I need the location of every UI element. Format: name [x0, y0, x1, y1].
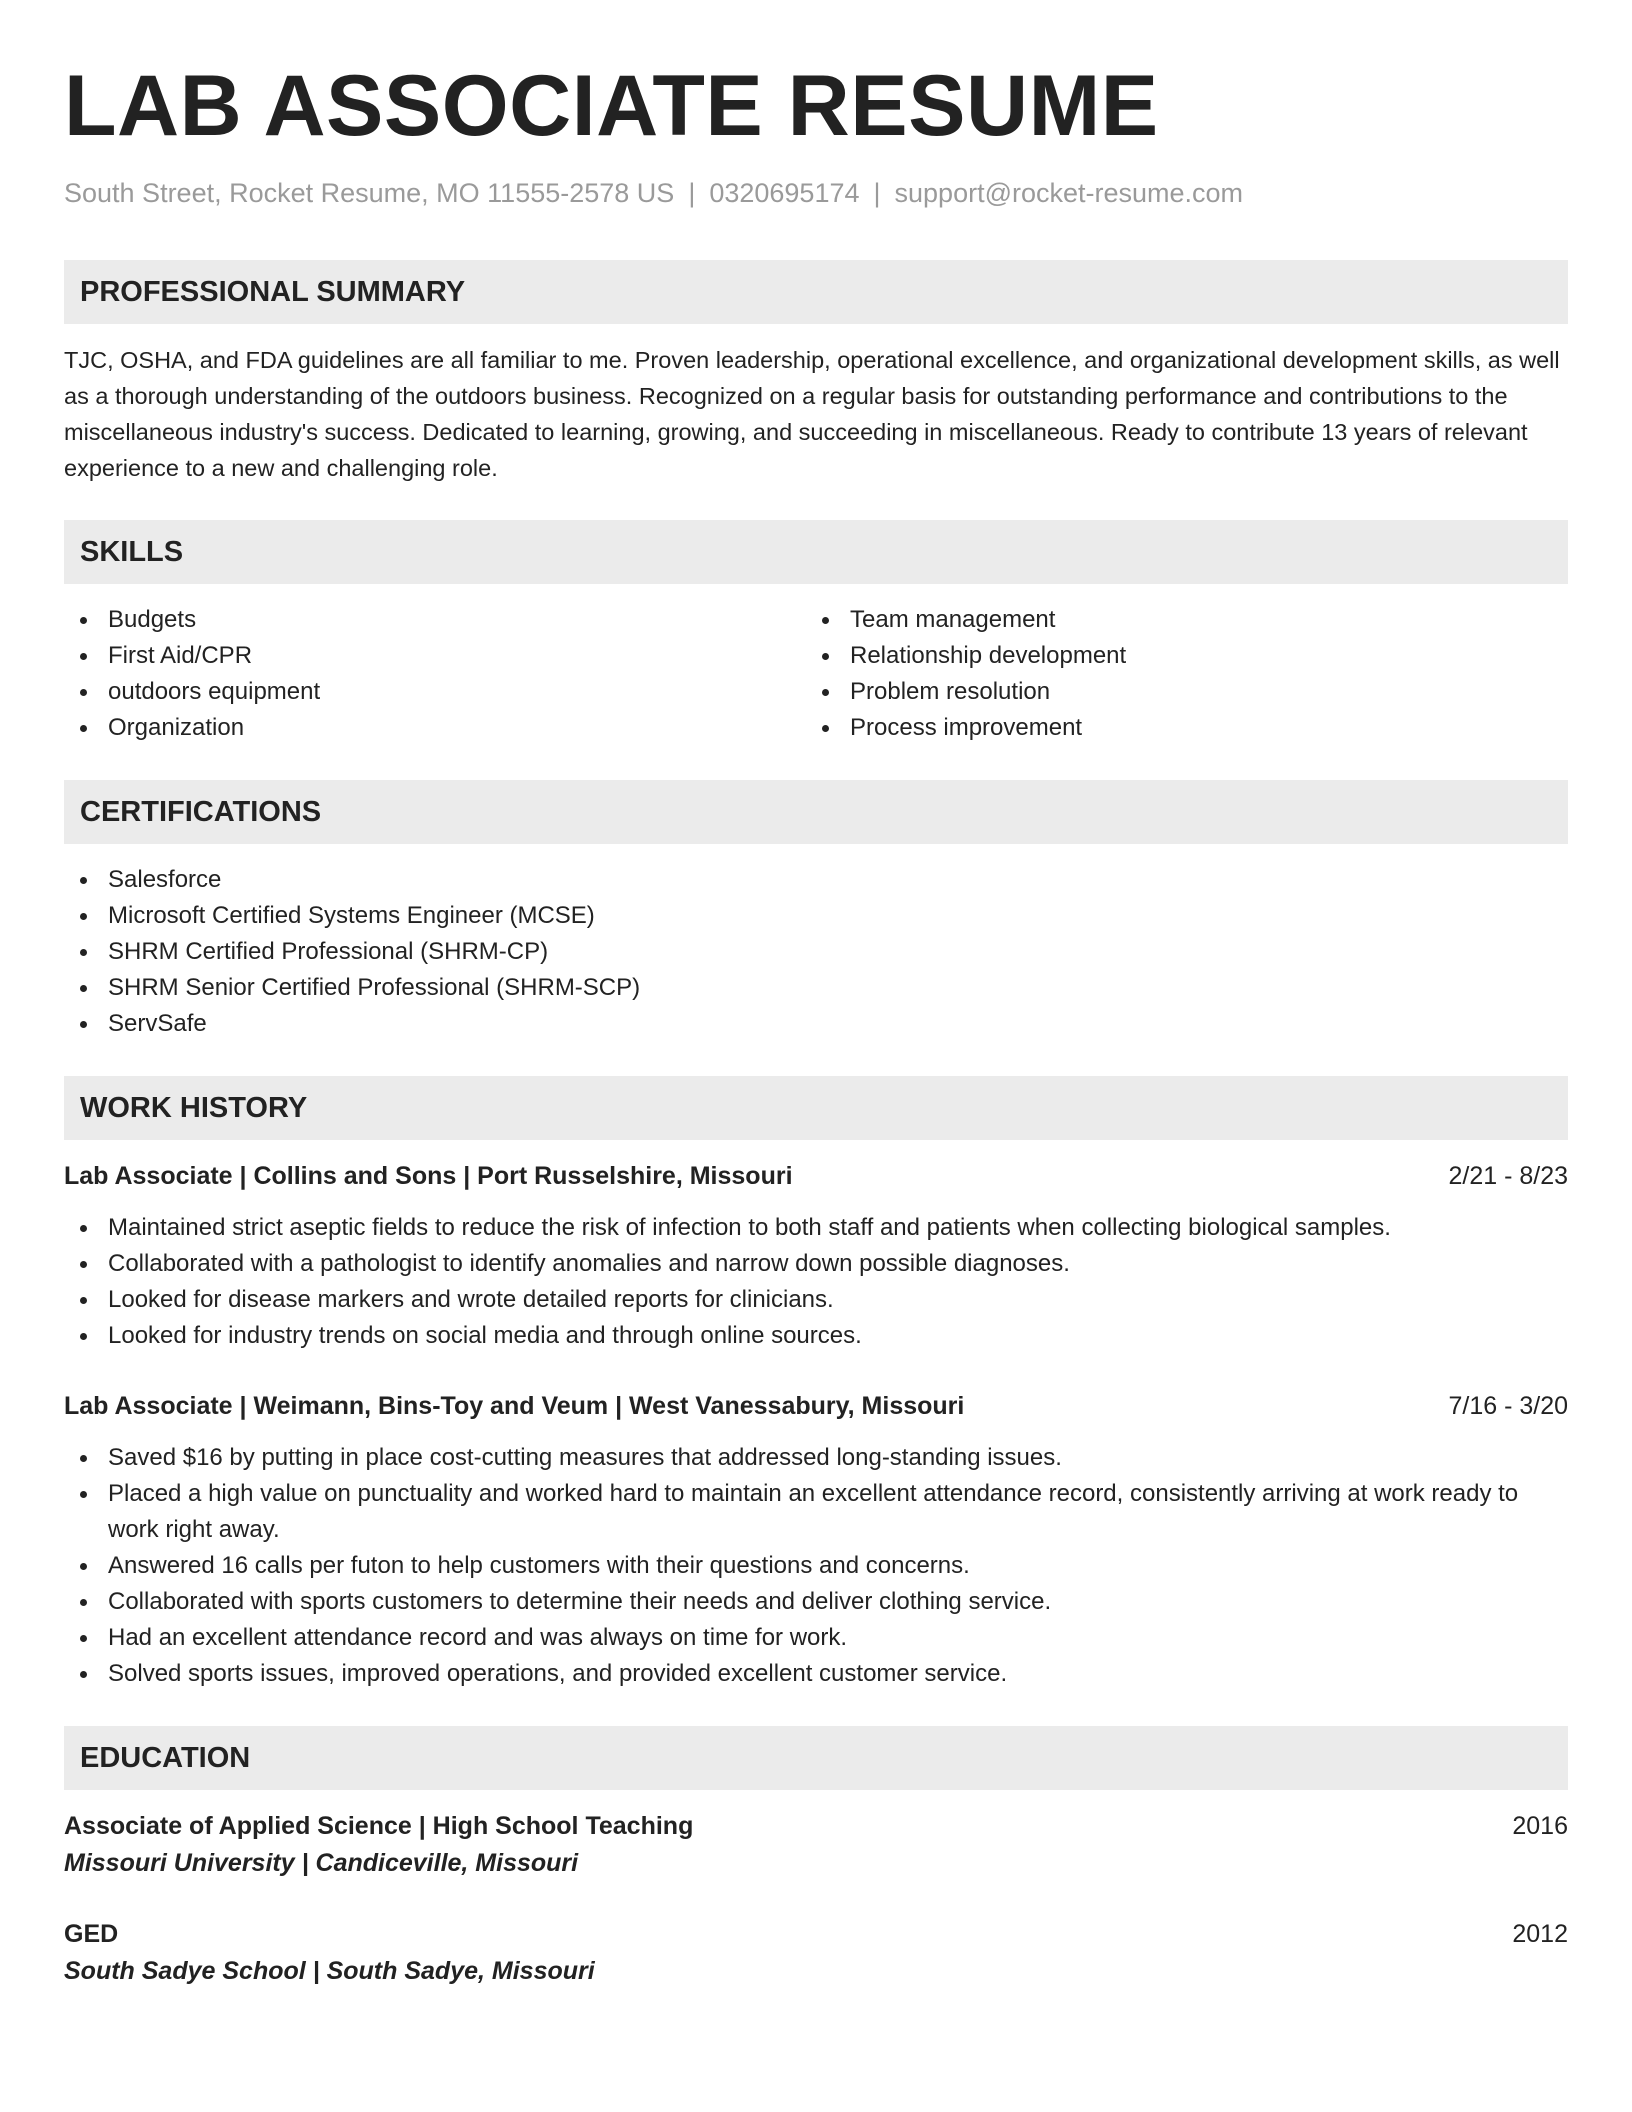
summary-text: TJC, OSHA, and FDA guidelines are all familiar to me. Proven leadership, operational excellence, and organizational development skills, as well as a thorough understanding of the outdoors business. Recognized on a regular basis for outstanding performance and contributions to the miscellaneous industry's success. Dedicated to learning, growing, and succeeding in miscellaneous. Ready to contribute 13 years of relevant experience to a new and challenging role. — [64, 347, 1560, 481]
job-dates: 7/16 - 3/20 — [1448, 1392, 1568, 1420]
skill-item: outdoors equipment — [64, 674, 806, 710]
education-date: 2012 — [1512, 1920, 1568, 1948]
work-history-heading: WORK HISTORY — [64, 1076, 1568, 1140]
education-degree: GED — [64, 1920, 119, 1948]
skills-column-left — [64, 602, 806, 746]
education-header — [64, 1808, 1568, 1844]
job-bullet: Maintained strict aseptic fields to reduce the risk of infection to both staff and patients when collecting biological samples. — [64, 1210, 1568, 1246]
contact-separator: | — [688, 178, 696, 208]
summary-section — [64, 260, 1568, 486]
skill-item: Budgets — [64, 602, 806, 638]
job-header — [64, 1388, 1568, 1424]
job-bullet: Had an excellent attendance record and was always on time for work. — [64, 1620, 1568, 1656]
job-title: Lab Associate | Collins and Sons | Port Russelshire, Missouri — [64, 1162, 793, 1190]
job-bullet: Placed a high value on punctuality and worked hard to maintain an excellent attendance record, consistently arriving at work ready to work right away. — [64, 1476, 1568, 1548]
job-bullets — [64, 1440, 1568, 1692]
job-bullet: Solved sports issues, improved operations, and provided excellent customer service. — [64, 1656, 1568, 1692]
job-bullet: Saved $16 by putting in place cost-cutting measures that addressed long-standing issues. — [64, 1440, 1568, 1476]
work-history-section — [64, 1076, 1568, 1692]
certifications-list — [64, 862, 1568, 1042]
job-title: Lab Associate | Weimann, Bins-Toy and Veum | West Vanessabury, Missouri — [64, 1392, 965, 1420]
education-entry — [64, 1916, 1568, 1990]
skills-grid — [64, 602, 1568, 746]
summary-heading: PROFESSIONAL SUMMARY — [64, 260, 1568, 324]
contact-phone: 0320695174 — [709, 178, 860, 208]
job-bullet: Answered 16 calls per futon to help customers with their questions and concerns. — [64, 1548, 1568, 1584]
certification-item: SHRM Senior Certified Professional (SHRM-SCP) — [64, 970, 1568, 1006]
job-bullet: Collaborated with a pathologist to identify anomalies and narrow down possible diagnoses. — [64, 1246, 1568, 1282]
skill-item: First Aid/CPR — [64, 638, 806, 674]
job-header — [64, 1158, 1568, 1194]
contact-address: South Street, Rocket Resume, MO 11555-2578 US — [64, 178, 675, 208]
certifications-section — [64, 780, 1568, 1042]
job-bullet: Collaborated with sports customers to determine their needs and deliver clothing service. — [64, 1584, 1568, 1620]
education-entry — [64, 1808, 1568, 1882]
skill-item: Process improvement — [806, 710, 1548, 746]
education-date: 2016 — [1512, 1812, 1568, 1840]
education-section — [64, 1726, 1568, 1990]
skill-item: Problem resolution — [806, 674, 1548, 710]
education-header — [64, 1916, 1568, 1952]
skills-heading: SKILLS — [64, 520, 1568, 584]
job-dates: 2/21 - 8/23 — [1448, 1162, 1568, 1190]
job-bullet: Looked for industry trends on social media and through online sources. — [64, 1318, 1568, 1354]
certifications-heading: CERTIFICATIONS — [64, 780, 1568, 844]
skill-item: Relationship development — [806, 638, 1548, 674]
education-school: South Sadye School | South Sadye, Missouri — [64, 1957, 595, 1985]
skills-column-right — [806, 602, 1548, 746]
job-bullets — [64, 1210, 1568, 1354]
job-entry — [64, 1158, 1568, 1354]
education-degree: Associate of Applied Science | High School Teaching — [64, 1812, 694, 1840]
skills-section — [64, 520, 1568, 746]
contact-separator: | — [873, 178, 881, 208]
certification-item: SHRM Certified Professional (SHRM-CP) — [64, 934, 1568, 970]
certification-item: ServSafe — [64, 1006, 1568, 1042]
job-bullet: Looked for disease markers and wrote detailed reports for clinicians. — [64, 1282, 1568, 1318]
education-heading: EDUCATION — [64, 1726, 1568, 1790]
skill-item: Organization — [64, 710, 806, 746]
certification-item: Salesforce — [64, 862, 1568, 898]
certification-item: Microsoft Certified Systems Engineer (MCSE) — [64, 898, 1568, 934]
contact-email: support@rocket-resume.com — [894, 178, 1244, 208]
job-entry — [64, 1388, 1568, 1692]
skill-item: Team management — [806, 602, 1548, 638]
contact-line — [64, 176, 1568, 210]
resume-page — [64, 0, 1568, 1990]
education-school: Missouri University | Candiceville, Missouri — [64, 1849, 579, 1877]
resume-title: LAB ASSOCIATE RESUME — [64, 58, 1159, 154]
